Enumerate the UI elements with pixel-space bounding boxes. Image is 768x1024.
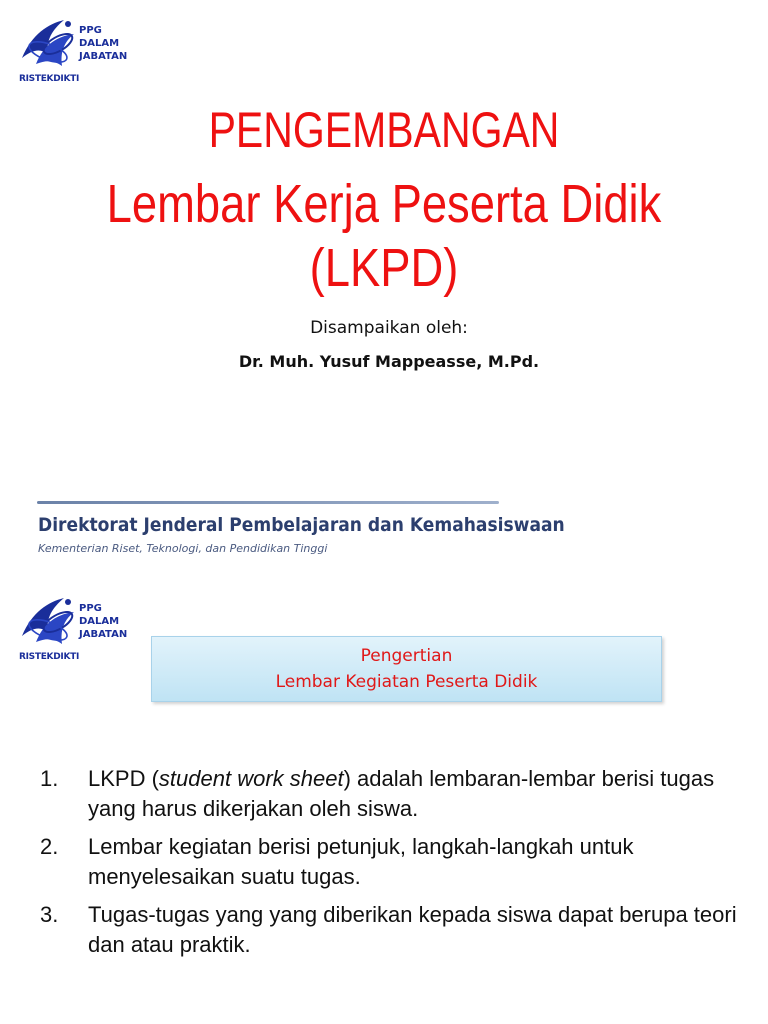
ppg-logo	[18, 14, 138, 86]
list-item-number: 3.	[40, 902, 59, 927]
list-item-number: 2.	[40, 834, 59, 859]
list-item	[0, 832, 738, 892]
list-item-text: Tugas-tugas yang yang diberikan kepada siswa dapat berupa teori dan atau praktik.	[88, 902, 737, 957]
logo-brand: RISTEKDIKTI	[19, 74, 80, 84]
logo-wordmark	[79, 602, 127, 641]
list-item-text: Lembar kegiatan berisi petunjuk, langkah-langkah untuk menyelesaikan suatu tugas.	[88, 834, 634, 889]
slide-title-sub: Lembar Kerja Peserta Didik (LKPD)	[106, 174, 662, 298]
list-item-text-italic: student work sheet	[158, 766, 344, 791]
logo-wordmark	[79, 24, 127, 63]
slide-title-main: PENGEMBANGAN	[208, 102, 560, 158]
logo-brand: RISTEKDIKTI	[19, 652, 80, 662]
section-heading-box	[151, 636, 662, 702]
list-item-text-pre: LKPD (	[88, 766, 159, 791]
list-item	[0, 900, 738, 960]
logo-line-dalam: DALAM	[79, 38, 120, 49]
presented-by-label: Disampaikan oleh:	[310, 318, 468, 338]
logo-line-ppg: PPG	[79, 603, 102, 614]
presenter-name: Dr. Muh. Yusuf Mappeasse, M.Pd.	[238, 352, 540, 371]
logo-line-ppg: PPG	[79, 25, 102, 36]
ppg-logo	[18, 592, 138, 664]
list-item-number: 1.	[40, 766, 59, 791]
footer-organization: Direktorat Jenderal Pembelajaran dan Kemahasiswaan	[38, 514, 565, 536]
content-slide	[0, 576, 768, 1024]
ppg-emblem-icon	[18, 592, 80, 654]
logo-line-jabatan: JABATAN	[79, 51, 128, 62]
ppg-emblem-icon	[18, 14, 80, 76]
definition-list	[0, 764, 768, 968]
footer-ministry: Kementerian Riset, Teknologi, dan Pendidikan Tinggi	[38, 542, 328, 555]
list-item-text-post: ) adalah lembaran-lembar berisi tugas yang harus dikerjakan oleh siswa.	[88, 766, 715, 821]
list-item	[0, 764, 738, 824]
logo-line-jabatan: JABATAN	[79, 629, 128, 640]
section-heading-subtitle: Lembar Kegiatan Peserta Didik	[275, 672, 538, 692]
section-heading-title: Pengertian	[360, 646, 453, 666]
logo-line-dalam: DALAM	[79, 616, 120, 627]
footer-divider	[37, 501, 499, 504]
